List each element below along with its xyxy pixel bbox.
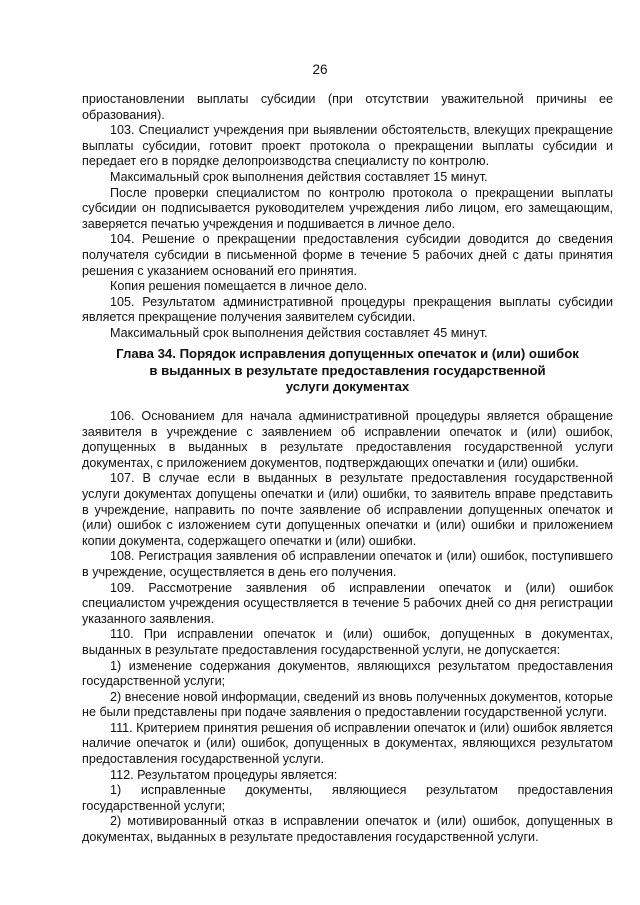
paragraph-110-item-2: 2) внесение новой информации, сведений из вновь полученных документов, которые не были представлены при подаче заявления о предоставлении государственной услуги. [82, 689, 613, 720]
paragraph-time-limit-45: Максимальный срок выполнения действия составляет 45 минут. [110, 325, 488, 340]
paragraph-112: 112. Результатом процедуры является: [110, 767, 338, 782]
text-block-upper [82, 92, 613, 342]
paragraph-105: 105. Результатом административной процедуры прекращения выплаты субсидии является прекращение получения заявителем субсидии. [82, 294, 613, 325]
chapter-heading-line: в выданных в результате предоставления государственной [149, 362, 546, 378]
paragraph-108: 108. Регистрация заявления об исправлении опечаток и (или) ошибок, поступившего в учреждение, осуществляется в день его получения. [82, 549, 613, 579]
paragraph-103: 103. Специалист учреждения при выявлении обстоятельств, влекущих прекращение выплаты субсидии, готовит проект протокола о прекращении выплаты субсидии и передает его в порядке делопроизводства специалисту по контролю. [82, 123, 613, 169]
paragraph-110-item-1: 1) изменение содержания документов, являющихся результатом предоставления государственной услуги; [82, 658, 613, 689]
paragraph-110: 110. При исправлении опечаток и (или) ошибок, допущенных в документах, выданных в результате предоставления государственной услуги, не допускается: [82, 627, 613, 657]
paragraph-109: 109. Рассмотрение заявления об исправлении опечаток и (или) ошибок специалистом учреждения осуществляется в течение 5 рабочих дней со дня регистрации указанного заявления. [82, 580, 613, 626]
paragraph-protocol-approval: После проверки специалистом по контролю протокола о прекращении выплаты субсидии он подписывается руководителем учреждения либо лицом, его замещающим, заверяется печатью учреждения и подшивается в личное дело. [82, 185, 613, 231]
paragraph-111: 111. Критерием принятия решения об исправлении опечаток и (или) ошибок является наличие опечаток и (или) ошибок, допущенных в документах, являющихся результатом предоставления государственной услуги. [82, 720, 613, 767]
paragraph-time-limit-15: Максимальный срок выполнения действия составляет 15 минут. [110, 169, 488, 184]
paragraph-112-item-2: 2) мотивированный отказ в исправлении опечаток и (или) ошибок, допущенных в документах, выданных в результате предоставления государственной услуги. [82, 814, 613, 845]
paragraph-107: 107. В случае если в выданных в результате предоставления государственной услуги документах допущены опечатки и (или) ошибки, то заявитель вправе представить в учреждение, направить по почте заявление об исправлении допущенных опечаток и (или) ошибок с изложением сути допущенных опечатки и (или) ошибки и приложением копии документа, содержащего опечатки и (или) ошибки. [82, 471, 613, 548]
paragraph-continuation: приостановлении выплаты субсидии (при отсутствии уважительной причины ее образования). [82, 92, 613, 122]
text-block-lower [82, 409, 613, 846]
paragraph-106: 106. Основанием для начала административной процедуры является обращение заявителя в учреждение с заявлением об исправлении опечаток и (или) ошибок, допущенных в выданных в результате предоставления государственной услуги документах, с приложением документов, подтверждающих опечатки и (или) ошибки. [82, 409, 613, 470]
chapter-heading-line: Глава 34. Порядок исправления допущенных опечаток и (или) ошибок [116, 346, 579, 361]
chapter-heading [82, 346, 613, 396]
paragraph-104: 104. Решение о прекращении предоставления субсидии доводится до сведения получателя субсидии в письменной форме в течение 5 рабочих дней с даты принятия решения с указанием оснований его принятия. [82, 232, 613, 278]
paragraph-112-item-1: 1) исправленные документы, являющиеся результатом предоставления государственной услуги; [82, 783, 613, 813]
page-number: 26 [312, 62, 328, 77]
chapter-heading-line: услуги документах [285, 379, 410, 395]
paragraph-copy-decision: Копия решения помещается в личное дело. [110, 279, 368, 294]
